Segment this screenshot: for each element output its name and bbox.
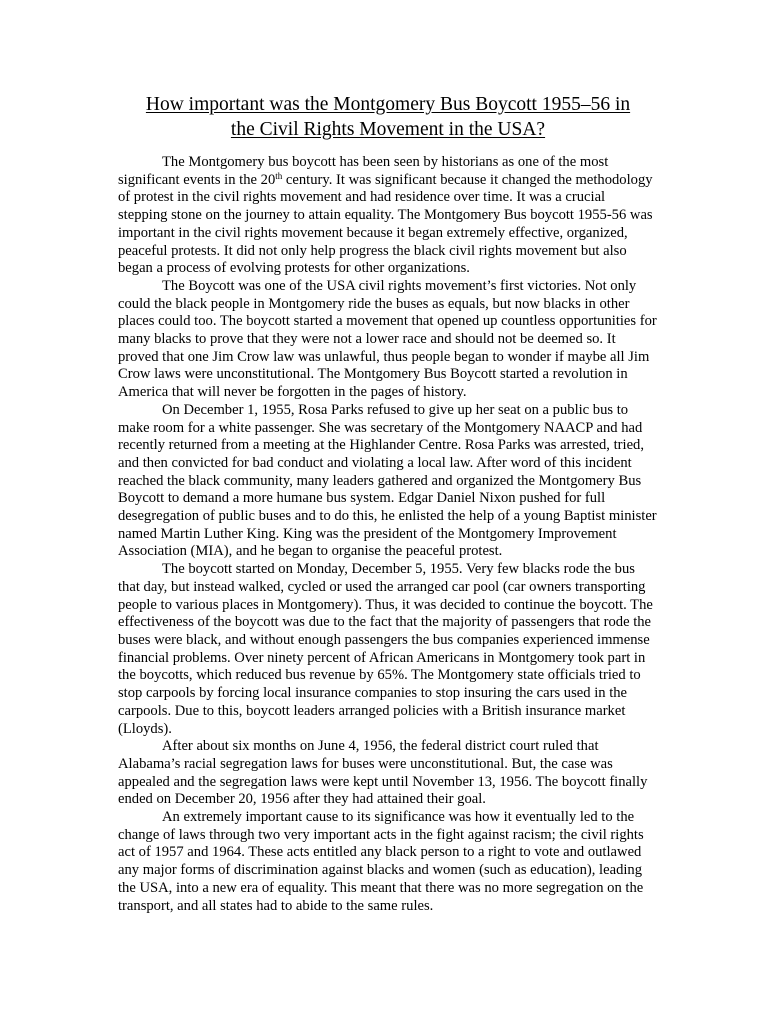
paragraph-5: After about six months on June 4, 1956, the federal district court ruled that Alabama’s racial segregation laws for buses were unconstitutional. But, the case was appealed and the segregation laws were kept until November 13, 1956. The boycott finally ended on December 20, 1956 after they had attained their goal. bbox=[118, 738, 648, 808]
paragraph-1-text-a: The Montgomery bus boycott has been seen by historians as one of the most significant events in the 20 bbox=[118, 154, 609, 188]
paragraph-2: The Boycott was one of the USA civil rights movement’s first victories. Not only could the black people in Montgomery ride the buses as equals, but now blacks in other places could too. The boycott started a movement that opened up countless opportunities for many blacks to prove that they were not a lower race and should not be deemed so. It proved that one Jim Crow law was unlawful, thus people began to wonder if maybe all Jim Crow laws were unconstitutional. The Montgomery Bus Boycott started a revolution in America that will never be forgotten in the pages of history. bbox=[118, 277, 657, 401]
paragraph-6: An extremely important cause to its significance was how it eventually led to the change of laws through two very important acts in the fight against racism; the civil rights act of 1957 and 1964. These acts entitled any black person to a right to vote and outlawed any major forms of discrimination against blacks and women (such as education), leading the USA, into a new era of equality. This meant that there was no more segregation on the transport, and all states had to abide to the same rules. bbox=[118, 809, 644, 914]
paragraph-1-text-b: century. It was significant because it changed the methodology of protest in the civil rights movement and had residence over time. It was a crucial stepping stone on the journey to attain equality. The Montgomery Bus boycott 1955-56 was important in the civil rights movement because it began extremely effective, organized, peaceful protests. It did not only help progress the black civil rights movement but also began a process of evolving protests for other organizations. bbox=[118, 171, 653, 277]
ordinal-superscript: th bbox=[275, 170, 283, 181]
paragraph-3: On December 1, 1955, Rosa Parks refused to give up her seat on a public bus to make room for a white passenger. She was secretary of the Montgomery NAACP and had recently returned from a meeting at the Highlander Centre. Rosa Parks was arrested, tried, and then convicted for bad conduct and violating a local law. After word of this incident reached the black community, many leaders gathered and organized the Montgomery Bus Boycott to demand a more humane bus system. Edgar Daniel Nixon pushed for full desegregation of public buses and to do this, he enlisted the help of a young Baptist minister named Martin Luther King. King was the president of the Montgomery Improvement Association (MIA), and he began to organise the peaceful protest. bbox=[118, 401, 657, 560]
paragraph-1 bbox=[118, 154, 658, 278]
paragraph-4: The boycott started on Monday, December 5, 1955. Very few blacks rode the bus that day, but instead walked, cycled or used the arranged car pool (car owners transporting people to various places in Montgomery). Thus, it was decided to continue the boycott. The effectiveness of the boycott was due to the fact that the majority of passengers that rode the buses were black, and without enough passengers the bus companies experienced immense financial problems. Over ninety percent of African Americans in Montgomery took part in the boycotts, which reduced bus revenue by 65%. The Montgomery state officials tried to stop carpools by forcing local insurance companies to stop insuring the cars used in the carpools. Due to this, boycott leaders arranged policies with a British insurance market (Lloyds). bbox=[118, 561, 653, 737]
document-title bbox=[118, 92, 658, 142]
title-line-2: the Civil Rights Movement in the USA? bbox=[230, 119, 546, 140]
title-line-1: How important was the Montgomery Bus Boycott 1955–56 in bbox=[145, 94, 631, 115]
